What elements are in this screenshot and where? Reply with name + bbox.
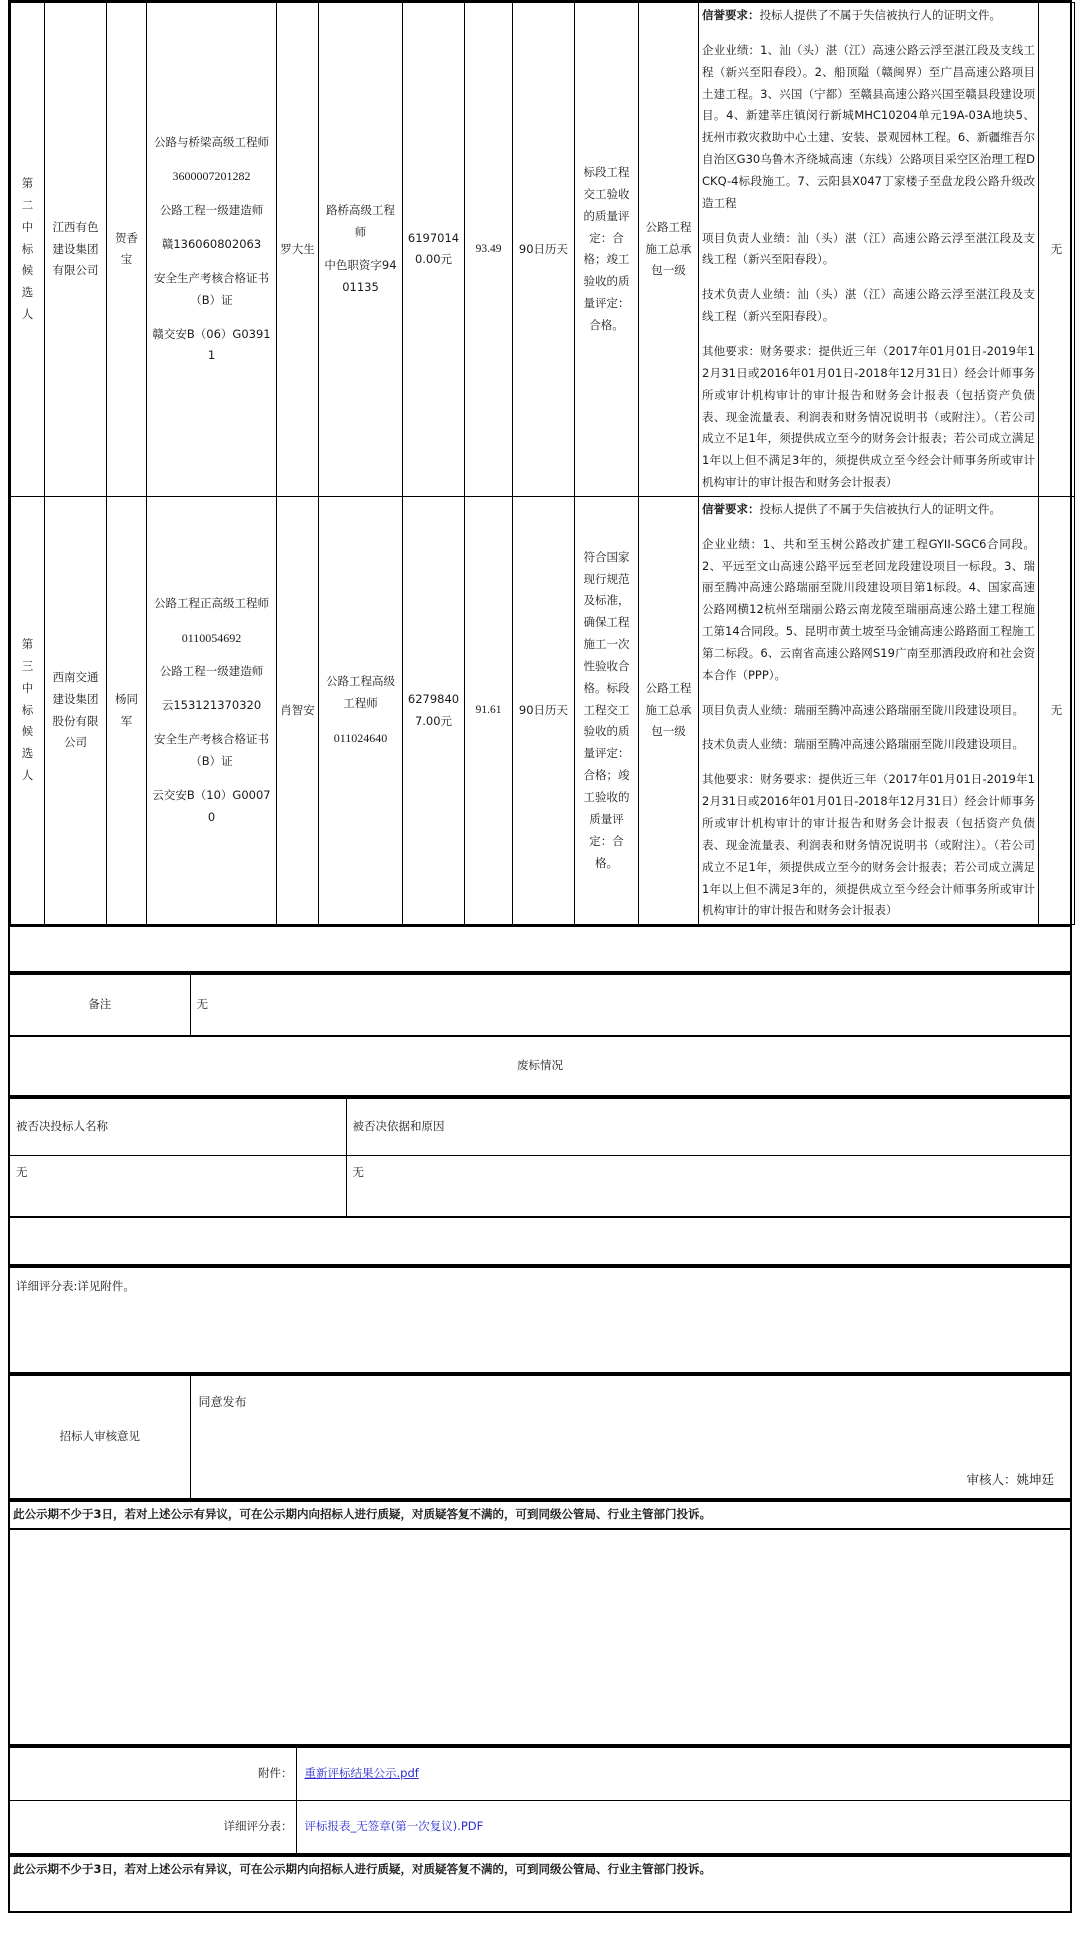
- table-row: [10, 1099, 1070, 1156]
- invalid-bid-title-block: [8, 1037, 1072, 1097]
- cert-line-4: 赣136060802063: [161, 237, 262, 252]
- blank-row: [10, 927, 1070, 971]
- spacer: [150, 773, 273, 785]
- score-detail-text: 详细评分表:详见附件。: [16, 1279, 135, 1294]
- table-row: [11, 3, 1075, 497]
- cert-line-2: 3600007201282: [172, 169, 251, 184]
- tech-cert-2: 011024640: [333, 730, 388, 745]
- notice-small-block: [8, 1855, 1072, 1913]
- cell-duration: 90日历天: [513, 3, 575, 497]
- invalid-bid-title: 废标情况: [517, 1058, 563, 1073]
- spacer-block: [8, 927, 1072, 973]
- spacer: [322, 243, 399, 255]
- score-table-label: 详细评分表：: [10, 1801, 296, 1854]
- rank-c2: 二: [21, 197, 34, 212]
- blank-area-block: [8, 1530, 1072, 1746]
- enterprise-performance: 企业业绩：1、共和至玉树公路改扩建工程GYII-SGC6合同段。2、平远至文山高速公路平远至老回龙段建设项目一标段。3、瑞丽至腾冲高速公路瑞丽至陇川段建设项目第1标段。4、国家高速公路网横12杭州至瑞丽公路云南龙陵至瑞丽高速公路土建工程施工第14合同段。5、昆明市黄土坡至马金铺高速公路路面工程施工第二标段。6、云南省高速公路网S19广南至那洒段政府和社会资本合作（PPP）。: [702, 536, 1035, 682]
- spacer-table-2: [10, 1218, 1070, 1264]
- credit-text: 投标人提供了不属于失信被执行人的证明文件。: [759, 8, 1001, 22]
- cell-bid-price: 62798407.00元: [403, 496, 465, 924]
- attachments-block: [8, 1746, 1072, 1855]
- attachment-link[interactable]: [296, 1748, 1070, 1801]
- table-row: [10, 1037, 1070, 1095]
- table-row: [10, 1156, 1070, 1217]
- remark-value: 无: [196, 997, 208, 1012]
- blank-row: [10, 1530, 1070, 1744]
- blank-cell: [10, 1530, 1070, 1744]
- candidates-table: [10, 2, 1075, 925]
- table-row: [10, 1748, 1070, 1801]
- notice-block: [8, 1500, 1072, 1530]
- attachment-file-name[interactable]: 重新评标结果公示.pdf: [304, 1766, 419, 1781]
- spacer: [150, 615, 273, 627]
- cell-last: 无: [1039, 496, 1075, 924]
- reviewer-signature: 审核人：姚坤廷: [966, 1471, 1054, 1487]
- cell-project-manager: 杨同军: [107, 496, 147, 924]
- spacer-block-2: [8, 1218, 1072, 1266]
- attachments-table: [10, 1748, 1070, 1853]
- rank-c1: 第: [21, 637, 34, 652]
- cert-line-2: 0110054692: [181, 630, 242, 645]
- cell-rank: [11, 3, 45, 497]
- cell-quality-commitment: 符合国家现行规范及标准，确保工程施工一次性验收合格。标段工程交工验收的质量评定：合格；竣工验收的质量评定：合格。: [575, 496, 639, 924]
- cell-manager-certs: [147, 496, 277, 924]
- table-row: [10, 1268, 1070, 1372]
- rejected-reason-header: 被否决依据和原因: [346, 1099, 1070, 1156]
- cert-line-1: 公路与桥梁高级工程师: [154, 134, 269, 149]
- tech-cert-1: 路桥高级工程师: [326, 202, 395, 239]
- rank-c3: 中: [21, 219, 34, 234]
- cell-tech-certs: [319, 496, 403, 924]
- attachment-label: 附件：: [10, 1748, 296, 1801]
- tech-cert-2: 中色职资字9401135: [324, 258, 397, 295]
- score-table-file-name[interactable]: 评标报表_无签章(第一次复议).PDF: [304, 1819, 484, 1834]
- cell-requirements: [699, 496, 1039, 924]
- cert-line-6: 云交安B（10）G00070: [152, 787, 271, 824]
- tech-performance: 技术负责人业绩：汕（头）湛（江）高速公路云浮至湛江段及支线工程（新兴至阳春段）。: [702, 287, 1035, 324]
- review-opinion-block: [8, 1374, 1072, 1500]
- cell-tech-certs: [319, 3, 403, 497]
- tech-performance: 技术负责人业绩：瑞丽至腾冲高速公路瑞丽至陇川段建设项目。: [702, 737, 1024, 752]
- cell-company: 江西有色建设集团有限公司: [45, 3, 107, 497]
- rank-c2: 三: [21, 658, 34, 673]
- cell-score: 91.61: [465, 496, 513, 924]
- rank-c1: 第: [21, 175, 34, 190]
- cell-requirements: [699, 3, 1039, 497]
- spacer: [150, 717, 273, 729]
- score-detail-table: [10, 1268, 1070, 1372]
- rank-c7: 人: [21, 307, 34, 322]
- other-requirements: 其他要求：财务要求：提供近三年（2017年01月01日-2019年12月31日或2016年01月01日-2018年12月31日）经会计师事务所或审计机构审计的审计报告和财务会计报表（包括资产负债表、现金流量表、利润表和财务情况说明书（或附注）。（若公司成立不足1年，须提供成立至今的财务会计报表；若公司成立满足1年以上但不满足3年的，须提供成立至今经会计师事务所或审计机构审计的审计报告和财务会计报表）: [702, 772, 1035, 918]
- blank-area-table: [10, 1530, 1070, 1744]
- review-label: 招标人审核意见: [10, 1376, 190, 1498]
- credit-label: 信誉要求：: [702, 501, 760, 516]
- rank-c7: 人: [21, 768, 34, 783]
- credit-requirement: [702, 5, 1035, 27]
- review-value: 同意发布: [198, 1394, 247, 1409]
- spacer: [150, 222, 273, 234]
- blank-cell: [10, 1218, 1070, 1264]
- cert-line-1: 公路工程正高级工程师: [154, 595, 269, 610]
- credit-text: 投标人提供了不属于失信被执行人的证明文件。: [759, 501, 1001, 516]
- rank-c4: 标: [21, 702, 34, 717]
- public-notice-small-text: 此公示期不少于3日，若对上述公示有异议，可在公示期内向招标人进行质疑，对质疑答复不满的，可到同级公管局、行业主管部门投诉。: [13, 1862, 711, 1877]
- remark-table: [10, 975, 1070, 1035]
- cell-tech-lead: 肖智安: [277, 496, 319, 924]
- cert-line-6: 赣交安B（06）G03911: [152, 326, 271, 363]
- candidates-table-frame: [8, 0, 1072, 927]
- cell-project-manager: 贺香宝: [107, 3, 147, 497]
- cell-tech-lead: 罗大生: [277, 3, 319, 497]
- rank-c3: 中: [21, 680, 34, 695]
- tech-cert-1: 公路工程高级工程师: [326, 674, 395, 711]
- cell-qualification: 公路工程施工总承包一级: [639, 496, 699, 924]
- table-row: [10, 1502, 1070, 1528]
- notice-small-table: [10, 1857, 1070, 1911]
- remark-label: 备注: [10, 975, 190, 1035]
- rejected-bidders-table: [10, 1099, 1070, 1216]
- cell-rank: [11, 496, 45, 924]
- rejected-bidders-block: [8, 1097, 1072, 1218]
- score-table-link[interactable]: [296, 1801, 1070, 1854]
- rank-c6: 选: [21, 285, 34, 300]
- cert-line-3: 公路工程一级建造师: [159, 203, 264, 218]
- cert-line-5: 安全生产考核合格证书（B）证: [154, 732, 269, 768]
- cert-line-5: 安全生产考核合格证书（B）证: [154, 270, 269, 307]
- invalid-bid-title-table: [10, 1037, 1070, 1095]
- other-requirements: 其他要求：财务要求：提供近三年（2017年01月01日-2019年12月31日或2016年01月01日-2018年12月31日）经会计师事务所或审计机构审计的审计报告和财务会计报表（包括资产负债表、现金流量表、利润表和财务情况说明书（或附注）。（若公司成立不足1年，须提供成立至今的财务会计报表；若公司成立满足1年以上但不满足3年的，须提供成立至今经会计师事务所或审计机构审计的审计报告和财务会计报表）: [702, 343, 1035, 490]
- cell-company: 西南交通建设集团股份有限公司: [45, 496, 107, 924]
- cell-duration: 90日历天: [513, 496, 575, 924]
- blank-cell: [10, 927, 1070, 971]
- rejected-name-value: 无: [10, 1156, 346, 1217]
- rank-c6: 选: [21, 746, 34, 761]
- spacer: [150, 683, 273, 695]
- spacer: [150, 188, 273, 200]
- spacer: [150, 649, 273, 661]
- remark-block: [8, 973, 1072, 1037]
- rank-c5: 候: [21, 263, 34, 278]
- spacer: [150, 312, 273, 324]
- credit-requirement: [702, 499, 1035, 521]
- rejected-reason-value: 无: [352, 1165, 364, 1180]
- pm-performance: 项目负责人业绩：瑞丽至腾冲高速公路瑞丽至陇川段建设项目。: [702, 702, 1024, 717]
- blank-row: [10, 1218, 1070, 1264]
- cert-line-4: 云153121370320: [161, 698, 262, 713]
- rejected-name-header: 被否决投标人名称: [10, 1099, 346, 1156]
- spacer: [150, 256, 273, 268]
- rank-c5: 候: [21, 724, 34, 739]
- cell-bid-price: 61970140.00元: [403, 3, 465, 497]
- spacer-table: [10, 927, 1070, 971]
- notice-table: [10, 1502, 1070, 1528]
- table-row: [10, 975, 1070, 1035]
- cell-score: 93.49: [465, 3, 513, 497]
- cell-quality-commitment: 标段工程交工验收的质量评定：合格；竣工验收的质量评定：合格。: [575, 3, 639, 497]
- cell-manager-certs: [147, 3, 277, 497]
- score-detail-block: [8, 1266, 1072, 1374]
- public-notice-text: 此公示期不少于3日，若对上述公示有异议，可在公示期内向招标人进行质疑，对质疑答复不满的，可到同级公管局、行业主管部门投诉。: [13, 1507, 711, 1522]
- rank-c4: 标: [21, 241, 34, 256]
- pm-performance: 项目负责人业绩：汕（头）湛（江）高速公路云浮至湛江段及支线工程（新兴至阳春段）。: [702, 230, 1035, 267]
- spacer: [150, 153, 273, 165]
- enterprise-performance: 企业业绩：1、汕（头）湛（江）高速公路云浮至湛江段及支线工程（新兴至阳春段）。2、船顶隘（赣闽界）至广昌高速公路项目土建工程。3、兴国（宁都）至赣县高速公路兴国至赣县段建设项目。4、新建莘庄镇闵行新城MHC10204单元19A-03A地块5、抚州市救灾救助中心土建、安装、景观园林工程。6、新疆维吾尔自治区G30乌鲁木齐绕城高速（东线）公路项目采空区治理工程DCKQ-4标段施工。7、云阳县X047丁家楼子至盘龙段公路升级改造工程: [702, 42, 1035, 210]
- cell-last: 无: [1039, 3, 1075, 497]
- cell-qualification: 公路工程施工总承包一级: [639, 3, 699, 497]
- table-row: [10, 1857, 1070, 1911]
- cert-line-3: 公路工程一级建造师: [159, 664, 264, 679]
- table-row: [11, 496, 1075, 924]
- credit-label: 信誉要求：: [702, 8, 760, 22]
- table-row: [10, 1376, 1070, 1498]
- review-opinion-table: [10, 1376, 1070, 1498]
- spacer: [322, 715, 399, 727]
- table-row: [10, 1801, 1070, 1854]
- review-content-cell: [190, 1376, 1070, 1498]
